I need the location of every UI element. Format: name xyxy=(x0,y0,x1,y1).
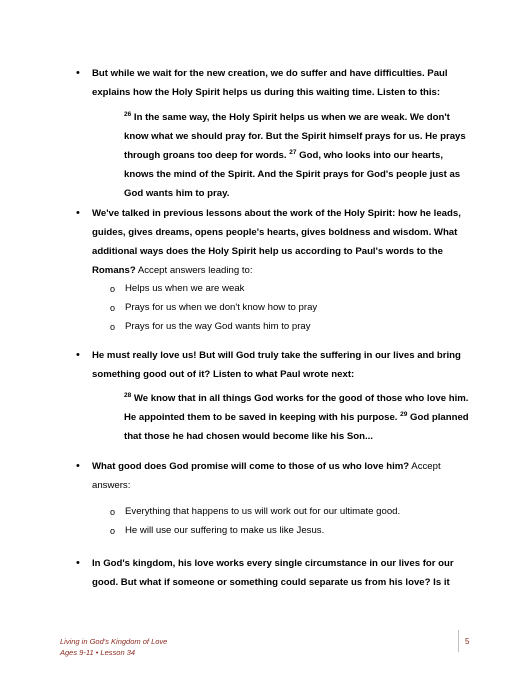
bullet-item xyxy=(76,554,476,592)
list-item-text: Prays for us when we don't know how to pray xyxy=(125,302,318,313)
verse-number: 28 xyxy=(124,391,132,399)
quote-text: We know that in all things God works for the good of those who love him. He appointed them to be saved in keeping with his purpose. xyxy=(124,393,469,423)
list-marker: o xyxy=(110,284,116,294)
list-item-text: He will use our suffering to make us like Jesus. xyxy=(125,525,325,536)
bullet-bold-text: In God's kingdom, his love works every single circumstance in our lives for our good. But what if someone or something could separate us from his love? Is it xyxy=(92,558,454,588)
bullet-text xyxy=(92,64,476,102)
list-marker: o xyxy=(110,507,116,517)
list-marker: o xyxy=(110,303,116,313)
footer-subtitle: Ages 9-11 • Lesson 34 xyxy=(60,648,136,657)
footer-divider xyxy=(458,630,459,652)
bullet-bold-text: But while we wait for the new creation, we do suffer and have difficulties. Paul explains how the Holy Spirit helps us during this waiting time. Listen to this: xyxy=(92,68,448,98)
footer-title: Living in God's Kingdom of Love xyxy=(60,637,168,646)
bullet-text xyxy=(92,457,476,495)
list-marker: o xyxy=(110,322,116,332)
scripture-quote-romans-8-28-29 xyxy=(124,389,474,446)
list-item xyxy=(110,523,490,539)
bullet-bold-text: We've talked in previous lessons about the work of the Holy Spirit: how he leads, guides, gives dreams, opens people's hearts, gives boldness and wisdom. What additional ways does the Holy Spirit help us according to Paul's words to the Romans? xyxy=(92,208,461,276)
list-item xyxy=(110,300,490,316)
bullet-marker: • xyxy=(76,349,80,361)
bullet-text xyxy=(92,204,476,280)
page-number: 5 xyxy=(465,637,470,646)
page-footer xyxy=(60,636,167,658)
quote-text: In the same way, the Holy Spirit helps us when we are weak. We don't know what we should pray for. But the Spirit himself prays for us. He prays through groans too deep for words. xyxy=(124,112,466,161)
scripture-quote-romans-8-26-27 xyxy=(124,108,474,203)
bullet-marker: • xyxy=(76,460,80,472)
list-item xyxy=(110,281,490,297)
bullet-item xyxy=(76,64,476,102)
bullet-item xyxy=(76,457,476,495)
list-item xyxy=(110,504,490,520)
verse-number: 29 xyxy=(400,410,408,418)
quote-text: God, who looks into our hearts, knows the mind of the Spirit. And the Spirit prays for God's people just as God wants him to pray. xyxy=(124,150,461,199)
bullet-normal-text: Accept answers: xyxy=(92,461,441,491)
bullet-normal-text: Accept answers leading to: xyxy=(135,265,253,276)
list-item-text: Everything that happens to us will work out for our ultimate good. xyxy=(125,506,401,517)
bullet-bold-text: What good does God promise will come to those of us who love him? xyxy=(92,461,410,472)
bullet-marker: • xyxy=(76,67,80,79)
bullet-bold-text: He must really love us! But will God truly take the suffering in our lives and bring something good out of it? Listen to what Paul wrote next: xyxy=(92,350,461,380)
bullet-marker: • xyxy=(76,207,80,219)
list-marker: o xyxy=(110,526,116,536)
bullet-text xyxy=(92,554,476,592)
bullet-marker: • xyxy=(76,557,80,569)
list-item xyxy=(110,319,490,335)
verse-number: 26 xyxy=(124,110,132,118)
bullet-item xyxy=(76,204,476,280)
quote-text: God planned that those he had chosen would become like his Son... xyxy=(124,412,469,442)
list-item-text: Prays for us the way God wants him to pray xyxy=(125,321,311,332)
list-item-text: Helps us when we are weak xyxy=(125,283,245,294)
bullet-item xyxy=(76,346,476,384)
bullet-text xyxy=(92,346,476,384)
verse-number: 27 xyxy=(289,148,297,156)
